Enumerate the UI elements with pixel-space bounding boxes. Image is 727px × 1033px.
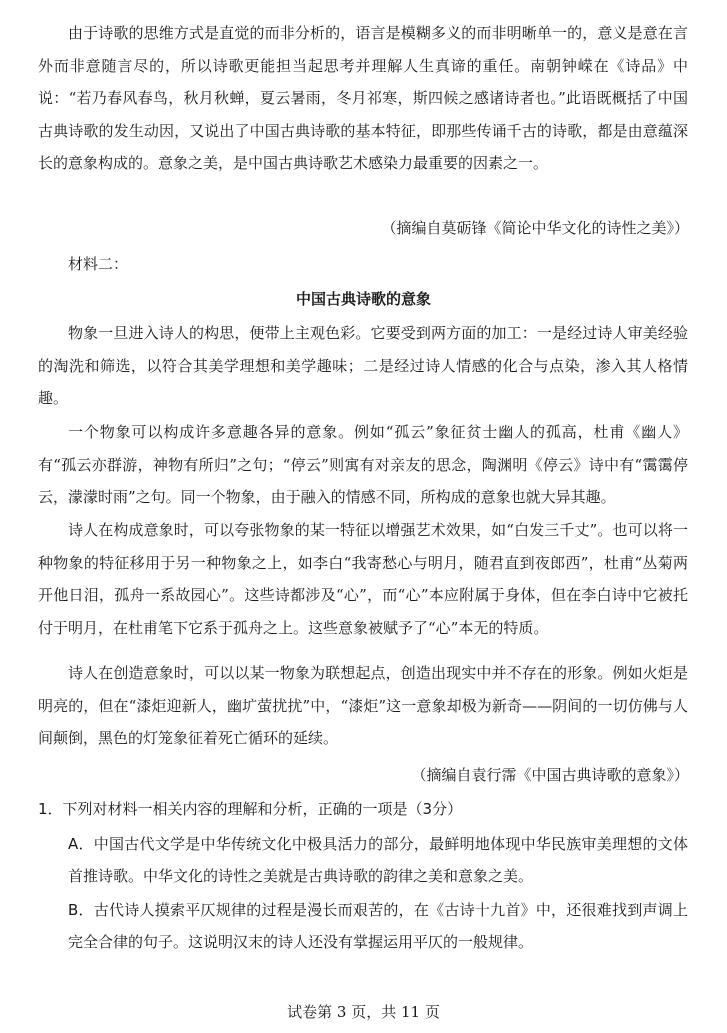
option-a: A．中国古代文学是中华传统文化中极具活力的部分，最鲜明地体现中华民族审美理想的文体首推诗歌。中华文化的诗性之美就是古典诗歌的韵律之美和意象之美。 xyxy=(68,835,688,885)
question-stem: 1．下列对材料一相关内容的理解和分析，正确的一项是（3分） xyxy=(38,800,463,818)
material2-label: 材料二： xyxy=(68,255,129,273)
material1-paragraph: 由于诗歌的思维方式是直觉的而非分析的，语言是模糊多义的而非明晰单一的，意义是意在言外而非意随言尽的，所以诗歌更能担当起思考并理解人生真谛的重任。南朝钟嵘在《诗品》中说：“若乃春风春鸟，秋月秋蝉，夏云暑雨，冬月祁寒，斯四候之感诸诗者也。”此语既概括了中国古典诗歌的发生动因，又说出了中国古典诗歌的基本特征，即那些传诵千古的诗歌，都是由意蕴深长的意象构成的。意象之美，是中国古典诗歌艺术感染力最重要的因素之一。 xyxy=(38,24,688,173)
material2-source: （摘编自袁行霈《中国古典诗歌的意象》） xyxy=(411,766,689,784)
page-footer: 试卷第 3 页，共 11 页 xyxy=(287,1003,440,1021)
material2-paragraph-4: 诗人在创造意象时，可以以某一物象为联想起点，创造出现实中并不存在的形象。例如火炬是明亮的，但在“漆炬迎新人，幽圹萤扰扰”中，“漆炬”这一意象却极为新奇——阴间的一切仿佛与人间颠倒，黑色的灯笼象征着死亡循环的延续。 xyxy=(38,664,688,748)
option-b: B．古代诗人摸索平仄规律的过程是漫长而艰苦的，在《古诗十九首》中，还很难找到声调上完全合律的句子。这说明汉末的诗人还没有掌握运用平仄的一般规律。 xyxy=(68,901,688,951)
material1-source: （摘编自莫砺锋《简论中华文化的诗性之美》） xyxy=(381,219,689,237)
material2-title: 中国古典诗歌的意象 xyxy=(295,290,431,308)
material2-paragraph-1: 物象一旦进入诗人的构思，便带上主观色彩。它要受到两方面的加工：一是经过诗人审美经验的淘洗和筛选，以符合其美学理想和美学趣味；二是经过诗人情感的化合与点染，渗入其人格情趣。 xyxy=(38,324,688,408)
material2-paragraph-2: 一个物象可以构成许多意趣各异的意象。例如“孤云”象征贫士幽人的孤高，杜甫《幽人》有“孤云亦群游，神物有所归”之句；“停云”则寓有对亲友的思念，陶渊明《停云》诗中有“霭霭停云，濛濛时雨”之句。同一个物象，由于融入的情感不同，所构成的意象也就大异其趣。 xyxy=(38,423,688,507)
material2-paragraph-3: 诗人在构成意象时，可以夸张物象的某一特征以增强艺术效果，如“白发三千丈”。也可以将一种物象的特征移用于另一种物象之上，如李白“我寄愁心与明月，随君直到夜郎西”，杜甫“丛菊两开他日泪，孤舟一系故园心”。这些诗都涉及“心”，而“心”本应附属于身体，但在李白诗中它被托付于明月，在杜甫笔下它系于孤舟之上。这些意象被赋予了“心”本无的特质。 xyxy=(38,521,688,637)
